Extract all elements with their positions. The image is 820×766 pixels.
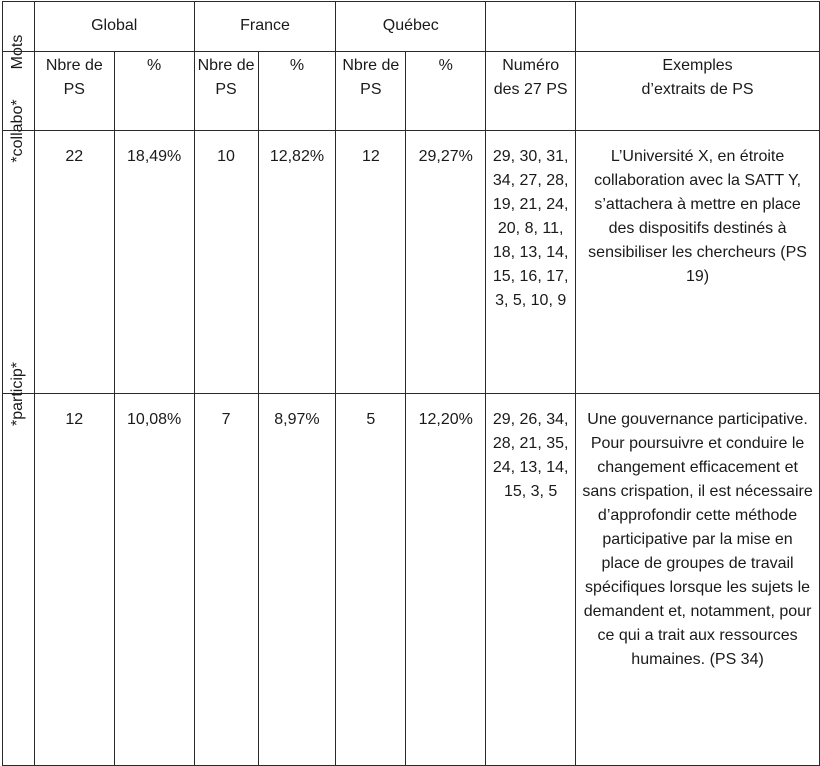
header-quebec: Québec [336, 2, 486, 52]
quebec-pct-header: % [406, 52, 486, 131]
exemple-value: Une gouvernance participative. Pour poursuivre et conduire le changement efficacement et sans crispation, il est nécessaire d’approfondir cette méthode participative par la mise en place de groupes de travail spécifiques lorsque les sujets le demandent et, notamment, pour ce qui a trait aux ressources humaines. (PS 34) [576, 394, 820, 766]
france-nbre-value: 10 [194, 131, 258, 394]
global-pct-value: 10,08% [114, 394, 194, 766]
mot-cell [3, 361, 35, 766]
quebec-nbre-header: Nbre de PS [336, 52, 406, 131]
group-header-row [3, 2, 820, 52]
france-nbre-header: Nbre de PS [194, 52, 258, 131]
global-nbre-header: Nbre de PS [34, 52, 114, 131]
quebec-nbre-value: 12 [336, 131, 406, 394]
mot-label: *collabo* [9, 99, 27, 163]
numero-header: Numéro des 27 PS [486, 52, 576, 131]
france-pct-value: 12,82% [258, 131, 336, 394]
table-row [3, 394, 820, 766]
header-global: Global [34, 2, 194, 52]
exemple-value: L’Université X, en étroite collaboration avec la SATT Y, s’attachera à mettre en place des dispositifs destinés à sensibiliser les chercheurs (PS 19) [576, 131, 820, 394]
mot-label: *particip* [9, 361, 27, 427]
mot-cell [3, 99, 35, 394]
france-pct-header: % [258, 52, 336, 131]
global-pct-header: % [114, 52, 194, 131]
france-pct-value: 8,97% [258, 394, 336, 766]
numeros-value: 29, 30, 31, 34, 27, 28, 19, 21, 24, 20, 8, 11, 18, 13, 14, 15, 16, 17, 3, 5, 10, 9 [486, 131, 576, 394]
quebec-nbre-value: 5 [336, 394, 406, 766]
france-nbre-value: 7 [194, 394, 258, 766]
global-pct-value: 18,49% [114, 131, 194, 394]
sub-header-row [3, 52, 820, 131]
quebec-pct-value: 29,27% [406, 131, 486, 394]
global-nbre-value: 22 [34, 131, 114, 394]
table-row [3, 131, 820, 394]
mots-header: Mots [9, 34, 27, 70]
header-france: France [194, 2, 336, 52]
numeros-value: 29, 26, 34, 28, 21, 35, 24, 13, 14, 15, 3, 5 [486, 394, 576, 766]
global-nbre-value: 12 [34, 394, 114, 766]
header-empty-numero [486, 2, 576, 52]
exemples-header: Exemples d’extraits de PS [576, 52, 820, 131]
keyword-frequency-table [2, 1, 820, 766]
header-empty-exemples [576, 2, 820, 52]
quebec-pct-value: 12,20% [406, 394, 486, 766]
